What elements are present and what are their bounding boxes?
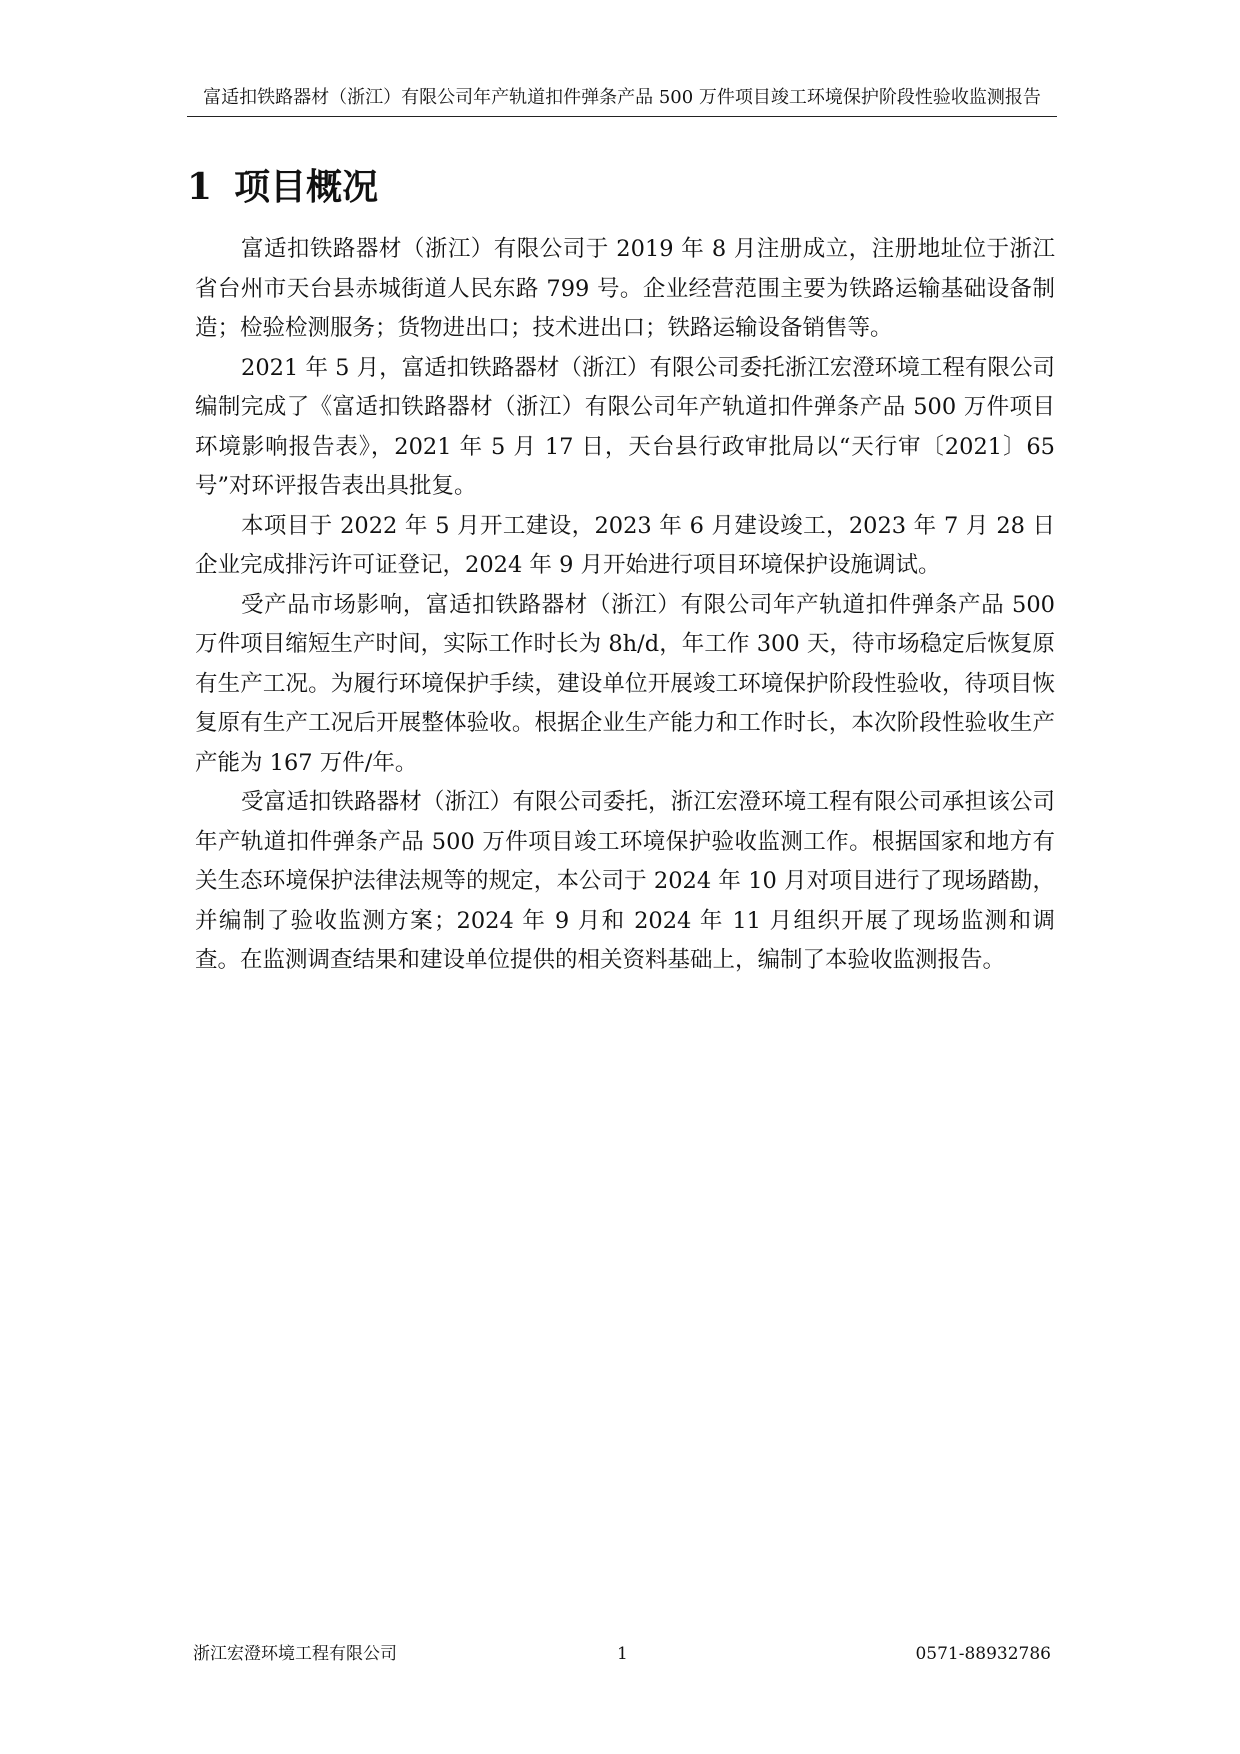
paragraph-phased-acceptance: 受产品市场影响，富适扣铁路器材（浙江）有限公司年产轨道扣件弹条产品 500 万件项目缩短生产时间，实际工作时长为 8h/d，年工作 300 天，待市场稳定后恢复原有生产工况。为履行环境保护手续，建设单位开展竣工环境保护阶段性验收，待项目恢复原有生产工况后开展整体验收。根据企业生产能力和工作时长，本次阶段性验收生产产能为 167 万件/年。 — [195, 591, 1055, 776]
paragraph-construction-timeline: 本项目于 2022 年 5 月开工建设，2023 年 6 月建设竣工，2023 年 7 月 28 日企业完成排污许可证登记，2024 年 9 月开始进行项目环境保护设施调试。 — [195, 512, 1055, 578]
footer-phone: 0571-88932786 — [915, 1644, 1051, 1664]
paragraph-eia-approval: 2021 年 5 月，富适扣铁路器材（浙江）有限公司委托浙江宏澄环境工程有限公司编制完成了《富适扣铁路器材（浙江）有限公司年产轨道扣件弹条产品 500 万件项目环境影响报告表》，2021 年 5 月 17 日，天台县行政审批局以“天行审〔2021〕65 号”对环评报告表出具批复。 — [195, 354, 1055, 499]
page-header — [187, 86, 1057, 117]
paragraph-monitoring-commission: 受富适扣铁路器材（浙江）有限公司委托，浙江宏澄环境工程有限公司承担该公司年产轨道扣件弹条产品 500 万件项目竣工环境保护验收监测工作。根据国家和地方有关生态环境保护法律法规等的规定，本公司于 2024 年 10 月对项目进行了现场踏勘，并编制了验收监测方案；2024 年 9 月和 2024 年 11 月组织开展了现场监测和调查。在监测调查结果和建设单位提供的相关资料基础上，编制了本验收监测报告。 — [195, 789, 1055, 973]
header-title: 富适扣铁路器材（浙江）有限公司年产轨道扣件弹条产品 500 万件项目竣工环境保护阶段性验收监测报告 — [203, 87, 1041, 108]
section-title — [187, 163, 378, 211]
page-footer — [187, 1641, 1057, 1667]
paragraph-company-registration: 富适扣铁路器材（浙江）有限公司于 2019 年 8 月注册成立，注册地址位于浙江省台州市天台县赤城街道人民东路 799 号。企业经营范围主要为铁路运输基础设备制造；检验检测服务；货物进出口；技术进出口；铁路运输设备销售等。 — [195, 236, 1055, 341]
section-number: 1 — [187, 166, 213, 208]
footer-page-number: 1 — [617, 1644, 628, 1664]
body-text — [195, 230, 1055, 981]
footer-company: 浙江宏澄环境工程有限公司 — [193, 1644, 397, 1664]
section-heading: 项目概况 — [234, 166, 379, 208]
